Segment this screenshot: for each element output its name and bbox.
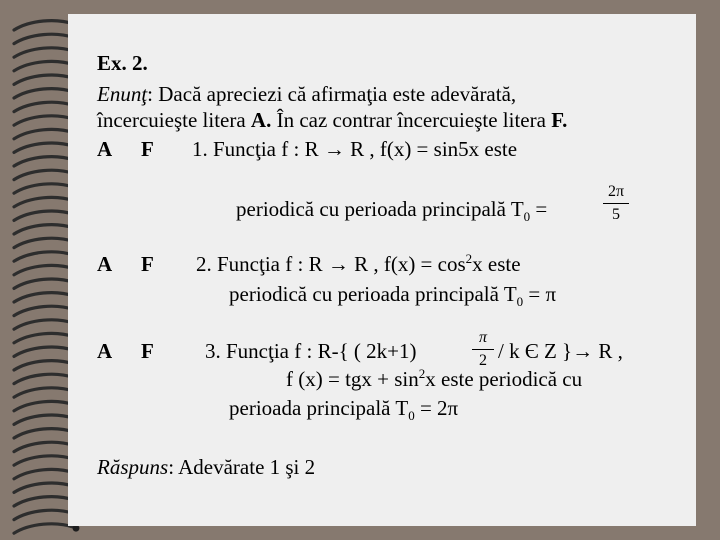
spiral-ring <box>14 197 74 206</box>
spiral-ring <box>14 293 74 302</box>
letter-f-bold: F. <box>551 108 568 132</box>
answer-text: : Adevărate 1 şi 2 <box>168 455 316 479</box>
spiral-ring <box>14 279 74 288</box>
item1-option-a[interactable]: A <box>97 137 113 161</box>
spiral-ring <box>14 469 74 478</box>
spiral-ring <box>14 497 74 506</box>
item1-line-1: 1. Funcţia f : R → R , f(x) = sin5x este <box>192 137 518 161</box>
item1-line-2 <box>236 197 548 225</box>
spiral-ring <box>14 225 74 234</box>
spiral-ring <box>14 48 74 57</box>
item3-line-2a: f (x) = tgx + sin <box>286 367 419 391</box>
item3-line-2b: x este periodică cu <box>425 367 583 391</box>
item2-line-1a: 2. Funcţia f : R → R , f(x) = cos <box>196 252 466 276</box>
item3-line-2 <box>286 366 583 391</box>
statement-text-2a: încercuieşte litera <box>97 108 251 132</box>
item3-frac-num: π <box>478 329 487 346</box>
item2-option-f[interactable]: F <box>141 252 154 276</box>
spiral-ring <box>14 129 74 138</box>
item1-line-2-text: periodică cu perioada principală T <box>236 197 524 221</box>
statement-text-1: : Dacă apreciezi că afirmaţia este adevărată, <box>147 82 517 106</box>
spiral-ring <box>14 401 74 410</box>
spiral-ring <box>14 524 74 533</box>
spiral-ring <box>14 388 74 397</box>
item2-option-a[interactable]: A <box>97 252 113 276</box>
spiral-ring <box>14 61 74 70</box>
spiral-ring <box>14 143 74 152</box>
item3-option-a[interactable]: A <box>97 339 113 363</box>
spiral-ring <box>14 170 74 179</box>
item1-option-f[interactable]: F <box>141 137 154 161</box>
item3-frac-bar <box>472 349 494 350</box>
item1-frac-num: 2π <box>607 183 625 200</box>
spiral-ring <box>14 89 74 98</box>
spiral-ring <box>14 374 74 383</box>
statement-text-2b: În caz contrar încercuieşte litera <box>271 108 552 132</box>
answer-label: Răspuns <box>97 455 169 479</box>
spiral-ring <box>14 102 74 111</box>
spiral-ring <box>14 333 74 342</box>
spiral-ring <box>14 34 74 43</box>
spiral-ring <box>14 184 74 193</box>
item3-option-f[interactable]: F <box>141 339 154 363</box>
item3-line-3 <box>229 396 459 424</box>
item3-frac-den: 2 <box>479 352 487 369</box>
spiral-ring <box>14 306 74 315</box>
exercise-title: Ex. 2. <box>97 51 148 75</box>
spiral-ring <box>14 265 74 274</box>
spiral-ring <box>14 429 74 438</box>
spiral-ring <box>14 211 74 220</box>
statement-line-2 <box>97 110 567 131</box>
item2-tail: = π <box>523 282 557 306</box>
answer-line <box>97 457 315 478</box>
spiral-ring <box>14 456 74 465</box>
statement-line-1 <box>97 82 659 107</box>
item3-line-3-text: perioada principală T <box>229 396 409 420</box>
spiral-ring <box>14 415 74 424</box>
spiral-ring <box>14 320 74 329</box>
spiral-ring <box>14 361 74 370</box>
spiral-ring <box>14 510 74 519</box>
item2-line-2 <box>229 282 557 310</box>
spiral-ring <box>14 238 74 247</box>
item3-line-1a: 3. Funcţia f : R-{ ( 2k+1) <box>205 339 417 363</box>
spiral-ring <box>14 116 74 125</box>
item3-tail: = 2π <box>414 396 459 420</box>
spiral-ring <box>14 252 74 261</box>
item1-tail: = <box>530 197 548 221</box>
item3-line-1b: / k Є Z }→ R , <box>498 339 623 363</box>
spiral-ring <box>14 483 74 492</box>
spiral-ring <box>14 21 74 30</box>
item1-fraction <box>603 183 629 224</box>
statement-label: Enunţ <box>97 82 148 106</box>
spiral-ring <box>14 442 74 451</box>
spiral-ring <box>14 347 74 356</box>
spiral-ring <box>14 75 74 84</box>
item2-line-1b: x este <box>472 252 521 276</box>
item1-subscript: 0 <box>523 209 531 225</box>
item3-subscript: 0 <box>408 408 415 424</box>
spiral-ring <box>14 157 74 166</box>
item3-fraction <box>472 329 494 370</box>
item1-frac-bar <box>603 203 629 204</box>
item3-superscript: 2 <box>418 366 426 381</box>
letter-a-bold: A. <box>250 108 272 132</box>
item2-line-2-text: periodică cu perioada principală T <box>229 282 517 306</box>
item1-frac-den: 5 <box>612 206 620 223</box>
item2-subscript: 0 <box>516 294 524 310</box>
item2-superscript: 2 <box>465 251 473 266</box>
item2-line-1 <box>196 251 521 276</box>
